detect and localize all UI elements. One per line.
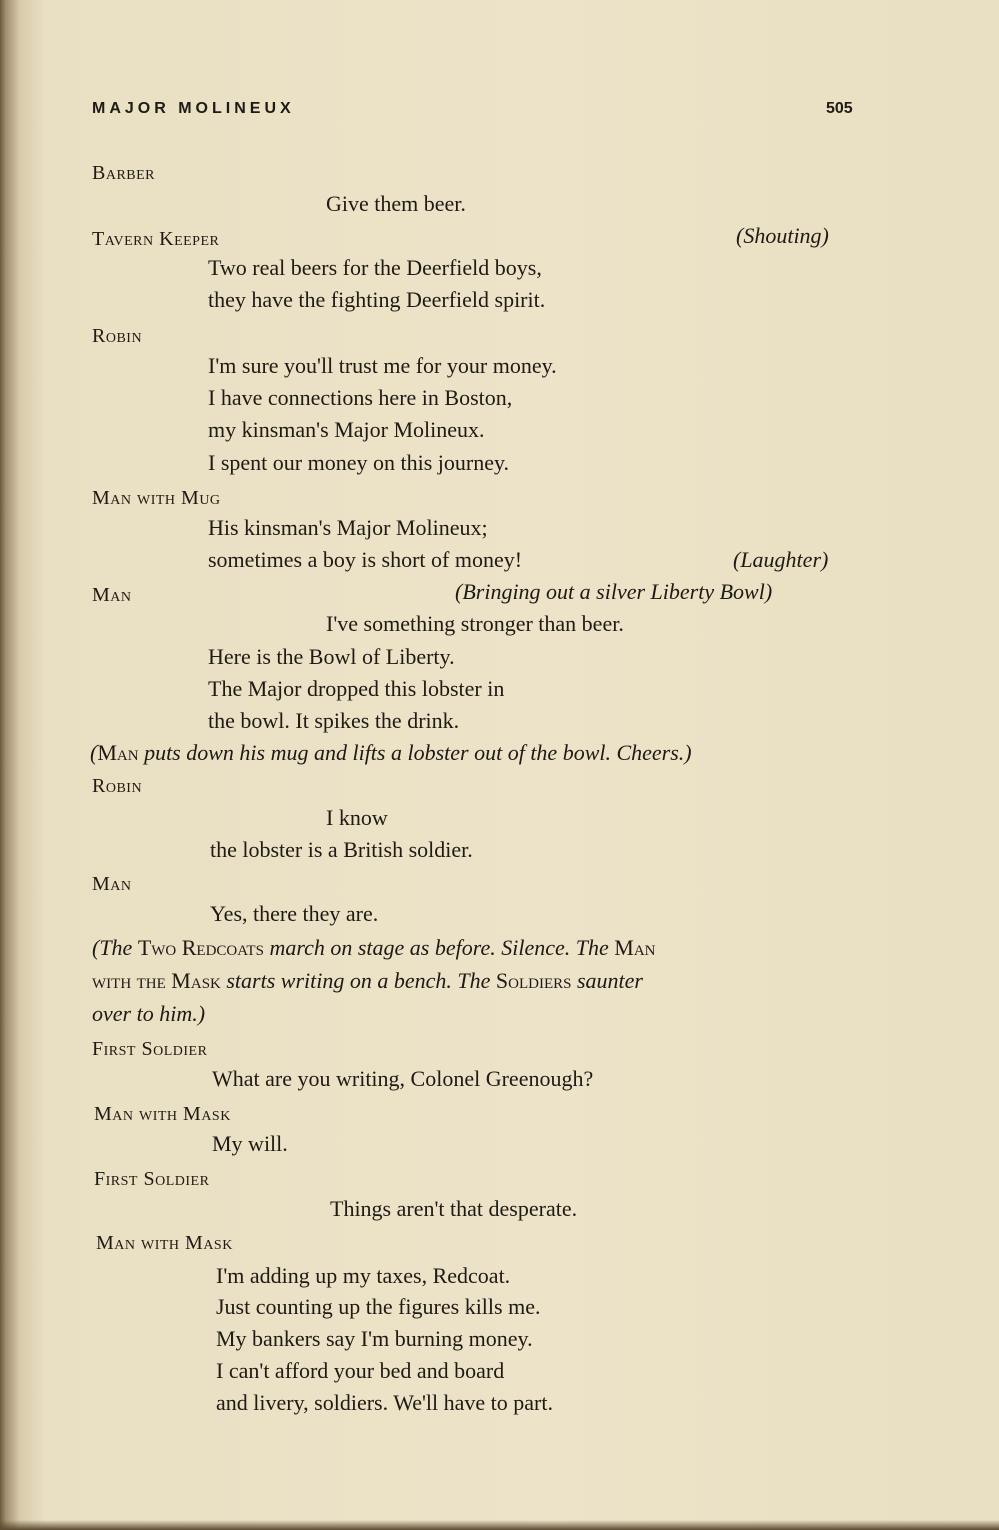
stage-direction-redcoats-cont: with the Mask starts writing on a bench. The Soldiers saunter (92, 968, 643, 993)
stage-direction-liberty-bowl: (Bringing out a silver Liberty Bowl) (455, 579, 773, 604)
dialogue-line: The Major dropped this lobster in (208, 676, 505, 701)
speaker-man-with-mask: Man with Mask (94, 1103, 231, 1125)
dialogue-line: Things aren't that desperate. (330, 1196, 578, 1221)
dialogue-line: I'm sure you'll trust me for your money. (208, 353, 557, 378)
dialogue-line: I have connections here in Boston, (208, 385, 513, 410)
dialogue-line: and livery, soldiers. We'll have to part. (216, 1390, 553, 1415)
dialogue-line: I spent our money on this journey. (208, 450, 510, 475)
dialogue-line: they have the fighting Deerfield spirit. (208, 287, 546, 312)
dialogue-line: Yes, there they are. (210, 901, 379, 926)
dialogue-line: the bowl. It spikes the drink. (208, 708, 460, 733)
dialogue-line: My will. (212, 1131, 288, 1156)
speaker-first-soldier: First Soldier (94, 1168, 210, 1190)
speaker-barber: Barber (92, 162, 156, 184)
dialogue-line: What are you writing, Colonel Greenough? (212, 1066, 594, 1091)
speaker-first-soldier: First Soldier (92, 1038, 208, 1060)
dialogue-line: I've something stronger than beer. (326, 611, 624, 636)
speaker-man-with-mask: Man with Mask (96, 1232, 233, 1254)
page-bottom-edge (0, 1520, 999, 1530)
dialogue-line: I know (326, 805, 388, 830)
dialogue-line: the lobster is a British soldier. (210, 837, 473, 862)
speaker-tavern-keeper: Tavern Keeper (92, 228, 220, 250)
dialogue-line: Give them beer. (326, 191, 466, 216)
stage-direction-shouting: (Shouting) (736, 223, 829, 248)
speaker-robin: Robin (92, 325, 143, 347)
dialogue-line: His kinsman's Major Molineux; (208, 515, 488, 540)
dialogue-line: I can't afford your bed and board (216, 1358, 505, 1383)
stage-direction-redcoats-end: over to him.) (92, 1001, 206, 1026)
dialogue-line: sometimes a boy is short of money! (208, 547, 523, 572)
speaker-man: Man (92, 584, 132, 606)
page-number: 505 (826, 100, 853, 117)
dialogue-line: I'm adding up my taxes, Redcoat. (216, 1263, 511, 1288)
stage-direction-lobster: (Man puts down his mug and lifts a lobster out of the bowl. Cheers.) (90, 740, 692, 765)
dialogue-line: my kinsman's Major Molineux. (208, 417, 485, 442)
dialogue-line: Just counting up the figures kills me. (216, 1294, 541, 1319)
stage-direction-laughter: (Laughter) (733, 547, 829, 572)
speaker-robin: Robin (92, 775, 143, 797)
stage-direction-redcoats: (The Two Redcoats march on stage as before. Silence. The Man (92, 935, 656, 960)
running-title: MAJOR MOLINEUX (92, 100, 295, 117)
speaker-man-with-mug: Man with Mug (92, 487, 221, 509)
dialogue-line: Here is the Bowl of Liberty. (208, 644, 455, 669)
dialogue-line: My bankers say I'm burning money. (216, 1326, 533, 1351)
dialogue-line: Two real beers for the Deerfield boys, (208, 255, 542, 280)
speaker-man: Man (92, 873, 132, 895)
